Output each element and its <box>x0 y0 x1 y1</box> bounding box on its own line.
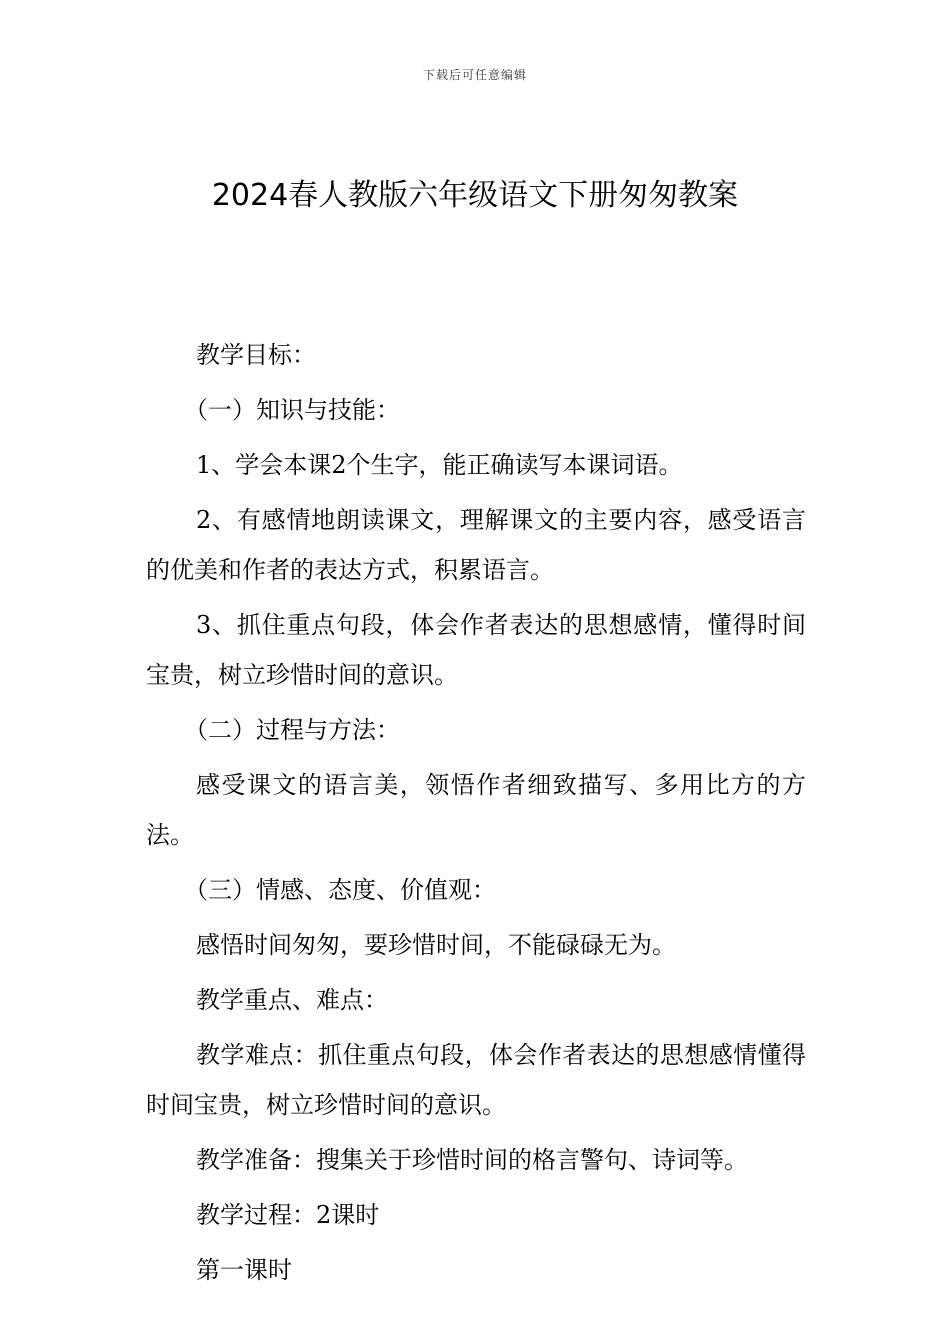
paragraph: 教学过程：2课时 <box>196 1201 380 1229</box>
paragraph: 教学目标： <box>196 341 316 369</box>
document-body <box>146 330 806 1300</box>
paragraph: 第一课时 <box>196 1256 292 1284</box>
paragraph: 3、抓住重点句段，体会作者表达的思想感情，懂得时间宝贵，树立珍惜时间的意识。 <box>146 611 806 689</box>
paragraph: 教学难点：抓住重点句段，体会作者表达的思想感情懂得时间宝贵，树立珍惜时间的意识。 <box>146 1041 806 1119</box>
paragraph: 教学准备：搜集关于珍惜时间的格言警句、诗词等。 <box>196 1146 748 1174</box>
paragraph: 教学重点、难点： <box>196 986 388 1014</box>
paragraph: （一）知识与技能： <box>184 396 400 424</box>
paragraph: （二）过程与方法： <box>184 716 400 744</box>
paragraph: 2、有感情地朗读课文，理解课文的主要内容，感受语言的优美和作者的表达方式，积累语言。 <box>146 506 806 584</box>
paragraph: （三）情感、态度、价值观： <box>184 876 496 904</box>
header-note: 下载后可任意编辑 <box>422 68 527 82</box>
document-title: 2024春人教版六年级语文下册匆匆教案 <box>211 178 739 213</box>
paragraph: 感受课文的语言美，领悟作者细致描写、多用比方的方法。 <box>146 771 806 849</box>
paragraph: 感悟时间匆匆，要珍惜时间，不能碌碌无为。 <box>196 931 676 959</box>
paragraph: 1、学会本课2个生字，能正确读写本课词语。 <box>196 451 683 479</box>
